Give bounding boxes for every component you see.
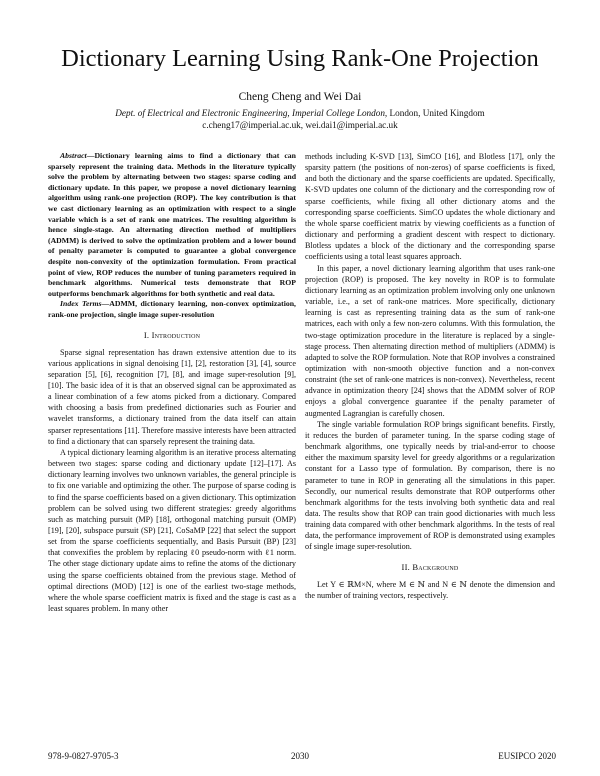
footer-venue: EUSIPCO 2020: [498, 751, 556, 761]
paper-title: Dictionary Learning Using Rank-One Projection: [61, 45, 539, 72]
intro-paragraph-continued: methods including K-SVD [13], SimCO [16], and Blotless [17], only the sparsity pattern (the positions of non-zeros) of sparse coefficients is fixed, and both the dictionary and the sparse coefficients are updated. Specifically, K-SVD updates one column of the dictionary and the corresponding row of sparse coefficients, while fixing all other dictionary atoms and the corresponding sparse coefficients. SimCO updates the whole dictionary and the whole sparse coefficient matrix by viewing coefficients as a function of dictionary and performing a gradient descent with respect to dictionary. Blotless updates a block of the dictionary and the corresponding sparse coefficients using a total least squares approach.: [305, 152, 555, 262]
background-paragraph-1: Let Y ∈ ℝM×N, where M ∈ ℕ and N ∈ ℕ denote the dimension and the number of training vectors, respectively.: [305, 579, 555, 600]
section-heading-introduction: I. Introduction: [143, 329, 201, 340]
intro-paragraph-2: A typical dictionary learning algorithm is an iterative process alternating between two stages: sparse coding and dictionary update [12]–[17]. As dictionary learning involves two unknown variables, the general principle is to fix one variable and optimizing the other. The purpose of sparse coding is to find the sparse coefficients based on a given dictionary. This optimization problem can be solved using two different strategies: greedy algorithms such as matching pursuit (MP) [18], orthogonal matching pursuit (OMP) [19], [20], subspace pursuit (SP) [21], CoSaMP [22] that select the support set from the sparse coefficients sequentially, and Basis Pursuit (BP) [23] that convexifies the problem by replacing ℓ0 pseudo-norm with ℓ1 norm. The other stage dictionary update aims to refine the atoms of the dictionary using the sparse coefficients obtained from the previous stage. Method of optimal directions (MOD) [12] is one of the earliest two-stage methods, where the whole sparse coefficient matrix is fixed and the stage is cast as a least squares problem. In many other: [48, 447, 296, 614]
author-emails: c.cheng17@imperial.ac.uk, wei.dai1@imperial.ac.uk: [202, 120, 398, 130]
section-heading-background: II. Background: [401, 561, 459, 572]
index-terms-text: —ADMM, dictionary learning, non-convex optimization, rank-one projection, single image super-resolution: [48, 299, 296, 319]
abstract: [48, 151, 296, 321]
right-column: [305, 151, 555, 601]
index-terms-lead: Index Terms: [60, 299, 102, 309]
intro-paragraph-rop: In this paper, a novel dictionary learning algorithm that uses rank-one projection (ROP) is proposed. The key novelty in ROP is to formulate dictionary learning as an optimization problem involving only one unknown variable, i.e., a set of rank-one matrices. More specifically, dictionary learning is cast as representing training data as the sum of rank-one matrices, each with only a few non-zero columns. With this formulation, the two-stage optimization procedure in the literature is replaced by a single-stage process. Then alternating direction method of multipliers (ADMM) is adapted to solve the ROP formulation. Note that ROP involves a constrained optimization with non-smooth objective function and a non-convex constraint (the set of rank-one matrices is non-convex). Nevertheless, recent advance in optimization theory [24] shows that the ADMM solver of ROP enjoys a global convergence guarantee if the penalty parameter of augmented Lagrangian is carefully chosen.: [305, 263, 555, 418]
footer-isbn: 978-9-0827-9705-3: [48, 751, 119, 761]
affiliation-dept: Dept. of Electrical and Electronic Engineering, Imperial College London,: [115, 108, 388, 118]
abstract-lead: Abstract: [60, 151, 87, 160]
abstract-text: —Dictionary learning aims to find a dictionary that can sparsely represent the training data. Methods in the literature typically solve the problem by alternating between two stages: sparse coding and dictionary update. In this paper, we propose a novel dictionary learning algorithm using rank-one projection (ROP). The key contribution is that we cast dictionary learning as an optimization with respect to a single variable which is a set of rank one matrices. The resulting algorithm is hence single-stage. An alternating direction method of multipliers (ADMM) is derived to solve the optimization problem and a lower bound of penalty parameter is computed to guarantee a global convergence despite non-convexity of the optimization formulation. From practical point of view, ROP reduces the number of tuning parameters required in benchmark algorithms. Numerical tests demonstrate that ROP outperforms benchmark algorithms for both synthetic and real data.: [48, 151, 296, 298]
affiliation: [0, 107, 600, 119]
left-column: [48, 151, 296, 614]
authors: Cheng Cheng and Wei Dai: [238, 91, 362, 103]
intro-paragraph-benefits: The single variable formulation ROP brings significant benefits. Firstly, it reduces the burden of parameter tuning. In the sparse coding stage of benchmark algorithms, one typically needs by trial-and-error to choose either the maximum sparsity level for greedy algorithms or a regularization constant for a Lasso type of formulation. By comparison, there is no parameter to tune in ROP in generating all the simulations in this paper. Secondly, our numerical results demonstrate that ROP outperforms other benchmark algorithms for the tests involving both synthetic data and real data. The results show that ROP can train good dictionaries with much less training data compared with other benchmark algorithms. In the tests of real data, the performance improvement of ROP is demonstrated using examples of single image super-resolution.: [305, 419, 555, 552]
intro-paragraph-1: Sparse signal representation has drawn extensive attention due to its various applications in signal denoising [1], [2], restoration [3], [4], source separation [5], [6], recognition [7], [8], and image super-resolution [9], [10]. The basic idea of it is that an observed signal can be approximated as a linear combination of a few atoms picked from a dictionary. Compared with choosing a basis from predefined dictionaries such as Fourier and wavelet transforms, a dictionary trained from the data itself can attain sparser representations [11]. Therefore massive interests have been attracted to find a dictionary that can sparsely represent the training data.: [48, 347, 296, 446]
affiliation-place: London, United Kingdom: [387, 108, 485, 118]
footer-page-number: 2030: [291, 751, 309, 761]
